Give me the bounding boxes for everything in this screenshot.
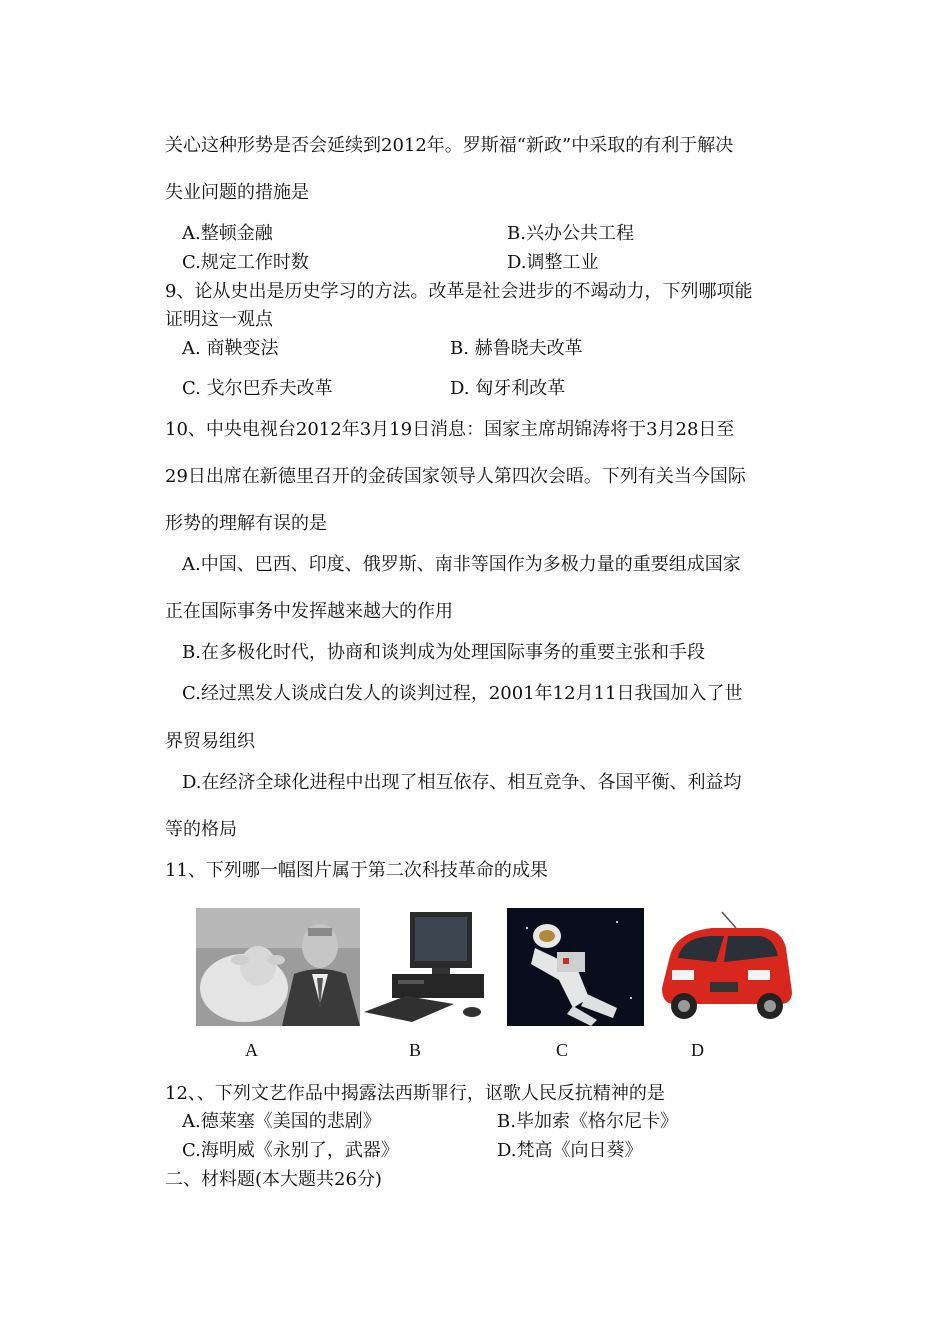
- section-2-heading: 二、材料题(本大题共26分): [165, 1169, 382, 1190]
- q10-option-c-line-2: 界贸易组织: [165, 731, 255, 752]
- q12-option-c: C.海明威《永别了，武器》: [182, 1140, 399, 1161]
- q12-option-a: A.德莱塞《美国的悲剧》: [182, 1111, 381, 1132]
- q8-option-d: D.调整工业: [507, 252, 599, 273]
- q10-option-a-line-2: 正在国际事务中发挥越来越大的作用: [165, 601, 453, 622]
- q8-line-2: 失业问题的措施是: [165, 182, 309, 203]
- picture-caption-d: D: [691, 1040, 704, 1060]
- q10-option-b: B.在多极化时代，协商和谈判成为处理国际事务的重要主张和手段: [182, 642, 705, 663]
- q9-option-c: C. 戈尔巴乔夫改革: [182, 378, 333, 399]
- q10-option-c-line-1: C.经过黑发人谈成白发人的谈判过程，2001年12月11日我国加入了世: [182, 683, 743, 704]
- q10-line-1: 10、中央电视台2012年3月19日消息：国家主席胡锦涛将于3月28日至: [165, 419, 735, 440]
- q9-line-1: 9、论从史出是历史学习的方法。改革是社会进步的不竭动力，下列哪项能: [165, 281, 753, 302]
- q12-option-b: B.毕加索《格尔尼卡》: [497, 1111, 678, 1132]
- q10-option-d-line-2: 等的格局: [165, 819, 237, 840]
- q8-option-c: C.规定工作时数: [182, 252, 309, 273]
- q10-option-d-line-1: D.在经济全球化进程中出现了相互依存、相互竞争、各国平衡、利益均: [182, 772, 742, 793]
- q10-line-3: 形势的理解有误的是: [165, 513, 327, 534]
- picture-a-cloned-sheep: [196, 908, 360, 1026]
- q10-line-2: 29日出席在新德里召开的金砖国家领导人第四次会晤。下列有关当今国际: [165, 466, 746, 487]
- picture-b-computer: [362, 908, 502, 1026]
- q10-option-a-line-1: A.中国、巴西、印度、俄罗斯、南非等国作为多极力量的重要组成国家: [182, 554, 741, 575]
- q8-option-b: B.兴办公共工程: [507, 223, 634, 244]
- picture-c-astronaut: [507, 908, 644, 1026]
- picture-d-car: [652, 908, 796, 1026]
- q11-stem: 11、下列哪一幅图片属于第二次科技革命的成果: [165, 860, 548, 881]
- picture-caption-c: C: [556, 1040, 569, 1060]
- q9-option-b: B. 赫鲁晓夫改革: [450, 338, 583, 359]
- q9-option-d: D. 匈牙利改革: [450, 378, 566, 399]
- q9-option-a: A. 商鞅变法: [182, 338, 279, 359]
- picture-caption-a: A: [245, 1040, 258, 1060]
- q12-option-d: D.梵高《向日葵》: [497, 1140, 643, 1161]
- q8-line-1: 关心这种形势是否会延续到2012年。罗斯福“新政”中采取的有利于解决: [165, 135, 734, 156]
- q8-option-a: A.整顿金融: [182, 223, 273, 244]
- q9-line-2: 证明这一观点: [165, 309, 273, 330]
- q12-stem: 12、、下列文艺作品中揭露法西斯罪行，讴歌人民反抗精神的是: [165, 1083, 665, 1104]
- picture-caption-b: B: [409, 1040, 422, 1060]
